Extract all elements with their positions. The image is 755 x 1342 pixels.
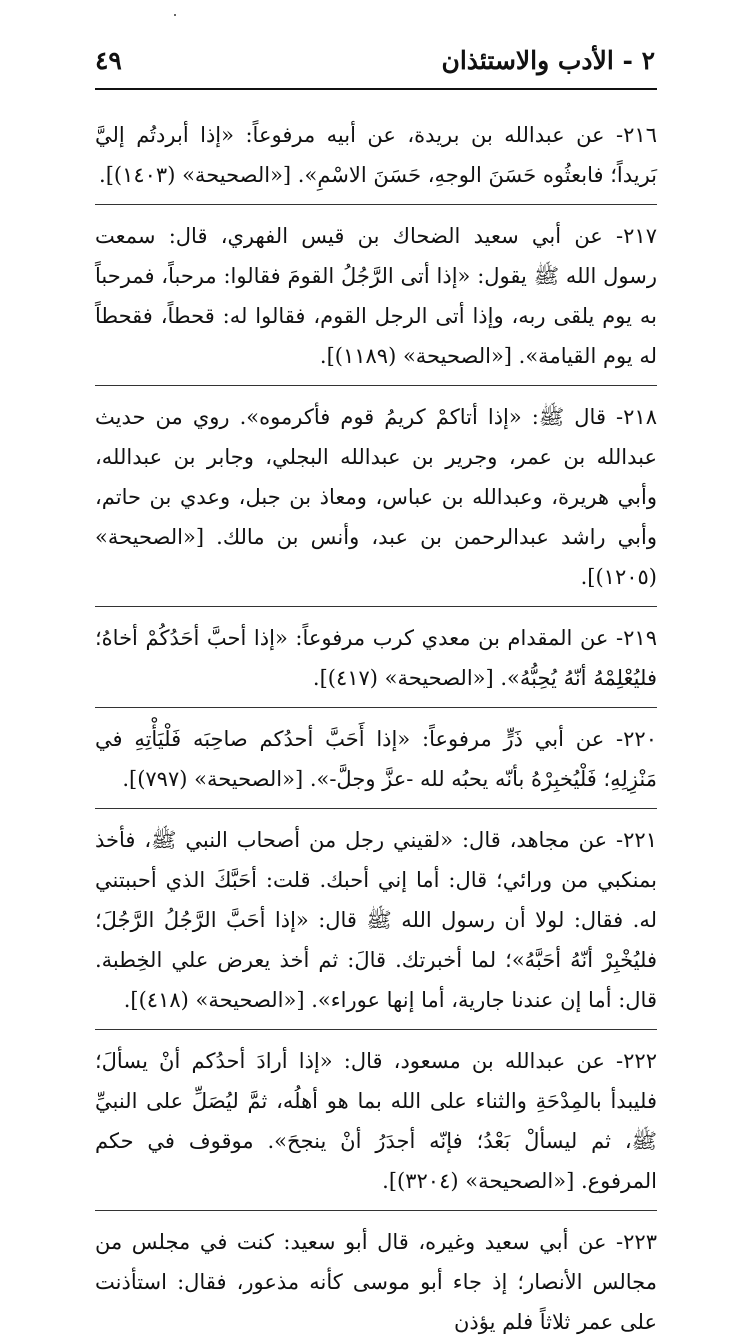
page-header	[95, 44, 655, 84]
page-number: ٤٩	[95, 46, 122, 75]
hadith-223: ٢٢٣- عن أبي سعيد وغيره، قال أبو سعيد: كنت في مجلس من مجالس الأنصار؛ إذ جاء أبو موسى كأنه مذعور، فقال: استأذنت على عمر ثلاثاً فلم يؤذن	[95, 1230, 657, 1334]
separator	[95, 385, 657, 386]
stray-dot	[174, 14, 176, 16]
chapter-title: ٢ - الأدب والاستئذان	[441, 46, 655, 75]
hadith-217: ٢١٧- عن أبي سعيد الضحاك بن قيس الفهري، قال: سمعت رسول الله ﷺ يقول: «إذا أتى الرَّجُلُ القومَ فقالوا: مرحباً، فمرحباً به يوم يلقى ربه، وإذا أتى الرجل القوم، فقالوا له: قحطاً، فقحطاً له يوم القيامة». [«الصحيحة» (١١٨٩)].	[95, 224, 657, 368]
separator	[95, 1029, 657, 1030]
hadith-219: ٢١٩- عن المقدام بن معدي كرب مرفوعاً: «إذا أحبَّ أحَدُكُمْ أخاهُ؛ فليُعْلِمْهُ أنّهُ يُحِبُّهُ». [«الصحيحة» (٤١٧)].	[95, 626, 657, 690]
hadith-222: ٢٢٢- عن عبدالله بن مسعود، قال: «إذا أرادَ أحدُكم أنْ يسألَ؛ فليبدأ بالمِدْحَةِ والثناء على الله بما هو أهلُه، ثمَّ ليُصَلِّ على النبيِّ ﷺ، ثم ليسألْ بَعْدُ؛ فإنّه أجدَرُ أنْ ينجحَ». موقوف في حكم المرفوع. [«الصحيحة» (٣٢٠٤)].	[95, 1049, 657, 1193]
hadith-216: ٢١٦- عن عبدالله بن بريدة، عن أبيه مرفوعاً: «إذا أبردتُم إليَّ بَريداً؛ فابعثُوه حَسَنَ الوجهِ، حَسَنَ الاسْمِ». [«الصحيحة» (١٤٠٣)].	[95, 123, 657, 187]
separator	[95, 707, 657, 708]
separator	[95, 606, 657, 607]
hadith-220: ٢٢٠- عن أبي ذَرٍّ مرفوعاً: «إذا أَحَبَّ أحدُكم صاحِبَه فَلْيَأْتِهِ في مَنْزِلِهِ؛ فَلْيُخبِرْهُ بأنّه يحبُه لله -عزَّ وجلَّ-». [«الصحيحة» (٧٩٧)].	[95, 727, 657, 791]
hadith-list	[95, 115, 657, 1342]
separator	[95, 1210, 657, 1211]
hadith-218: ٢١٨- قال ﷺ: «إذا أتاكمْ كريمُ قوم فأكرموه». روي من حديث عبدالله بن عمر، وجرير بن عبدالله البجلي، وجابر بن عبدالله، وأبي هريرة، وعبدالله بن عباس، ومعاذ بن جبل، وعدي بن حاتم، وأبي راشد عبدالرحمن بن عبد، وأنس بن مالك. [«الصحيحة» (١٢٠٥)].	[95, 405, 657, 589]
separator	[95, 204, 657, 205]
separator	[95, 808, 657, 809]
header-rule	[95, 88, 657, 90]
hadith-221: ٢٢١- عن مجاهد، قال: «لقيني رجل من أصحاب النبي ﷺ، فأخذ بمنكبي من ورائي؛ قال: أما إني أحبك. قلت: أحَبَّكَ الذي أحببتني له. فقال: لولا أن رسول الله ﷺ قال: «إذا أحَبَّ الرَّجُلُ الرَّجُلَ؛ فليُخْبِرْ أنّهُ أحَبَّهُ»؛ لما أخبرتك. قالَ: ثم أخذ يعرض علي الخِطبة. قال: أما إن عندنا جارية، أما إنها عوراء». [«الصحيحة» (٤١٨)].	[95, 828, 657, 1012]
